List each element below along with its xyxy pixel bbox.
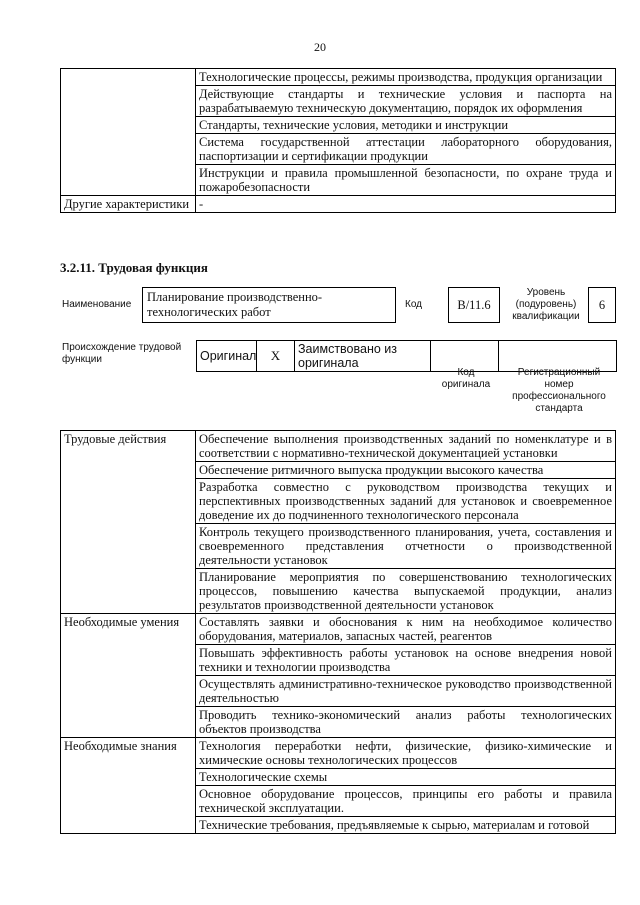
reg-caption: Регистрационный номер профессионального стандарта (512, 367, 606, 414)
table-cell: Осуществлять административно-техническое руководство производственной деятельностью (196, 676, 616, 707)
table-label-cell (61, 69, 196, 196)
page-number: 20 (314, 40, 326, 54)
table-label-cell: Другие характеристики (61, 196, 196, 213)
table-cell: Технические требования, предъявляемые к сырью, материалам и готовой (196, 817, 616, 834)
table-cell: Технология переработки нефти, физические, физико-химические и химические основы технологических процессов (196, 738, 616, 769)
code-value: B/11.6 (457, 298, 491, 312)
code-caption: Код оригинала (441, 367, 491, 390)
table-cell: Стандарты, технические условия, методики и инструкции (196, 117, 616, 134)
origin-label: Происхождение трудовой функции (62, 342, 182, 365)
table-cell: Система государственной аттестации лабораторного оборудования, паспортизации и сертификации продукции (196, 134, 616, 165)
origin-mark: X (257, 341, 295, 372)
table-cell: Контроль текущего производственного планирования, учета, составления и своевременного представления отчетности о производственной деятельности установок (196, 524, 616, 569)
top-table (60, 68, 616, 213)
table-cell: Проводить технико-экономический анализ работы технологических объектов производства (196, 707, 616, 738)
level-value-box (588, 287, 616, 323)
table-cell: Повышать эффективность работы установок на основе внедрения новой техники и технологии производства (196, 645, 616, 676)
table-cell: Технологические схемы (196, 769, 616, 786)
table-cell: Инструкции и правила промышленной безопасности, по охране труда и пожаробезопасности (196, 165, 616, 196)
table-cell: Основное оборудование процессов, принципы его работы и правила технической эксплуатации. (196, 786, 616, 817)
table-cell: Разработка совместно с руководством производства текущих и перспективных производственных заданий для установок и своевременное доведение их до подчиненного технологического персонала (196, 479, 616, 524)
table-cell: - (196, 196, 616, 213)
table-cell: Составлять заявки и обоснования к ним на необходимое количество оборудования, материалов, запасных частей, реагентов (196, 614, 616, 645)
name-value: Планирование производственно-технологических работ (147, 290, 323, 319)
level-label: Уровень (подуровень) квалификации (512, 287, 580, 322)
table-cell: Технологические процессы, режимы производства, продукция организации (196, 69, 616, 86)
table-cell: Действующие стандарты и технические условия и паспорта на разрабатываемую техническую документацию, порядок их оформления (196, 86, 616, 117)
code-label: Код (405, 299, 423, 310)
origin-original-label: Оригинал (197, 341, 257, 372)
code-value-box (448, 287, 500, 323)
name-label: Наименование (62, 299, 132, 310)
table-label-cell: Необходимые умения (61, 614, 196, 738)
table-cell: Планирование мероприятия по совершенствованию технологических процессов, повышению качества выпускаемой продукции, анализ результатов производственной деятельности установок (196, 569, 616, 614)
section-title: 3.2.11. Трудовая функция (60, 260, 208, 275)
main-table (60, 430, 616, 834)
table-label-cell: Трудовые действия (61, 431, 196, 614)
origin-borrowed-label: Заимствовано из оригинала (295, 341, 431, 372)
name-value-box (142, 287, 396, 323)
table-cell: Обеспечение выполнения производственных заданий по номенклатуре и в соответствии с нормативно-технической документацией установки (196, 431, 616, 462)
table-cell: Обеспечение ритмичного выпуска продукции высокого качества (196, 462, 616, 479)
table-label-cell: Необходимые знания (61, 738, 196, 834)
level-value: 6 (598, 298, 606, 312)
